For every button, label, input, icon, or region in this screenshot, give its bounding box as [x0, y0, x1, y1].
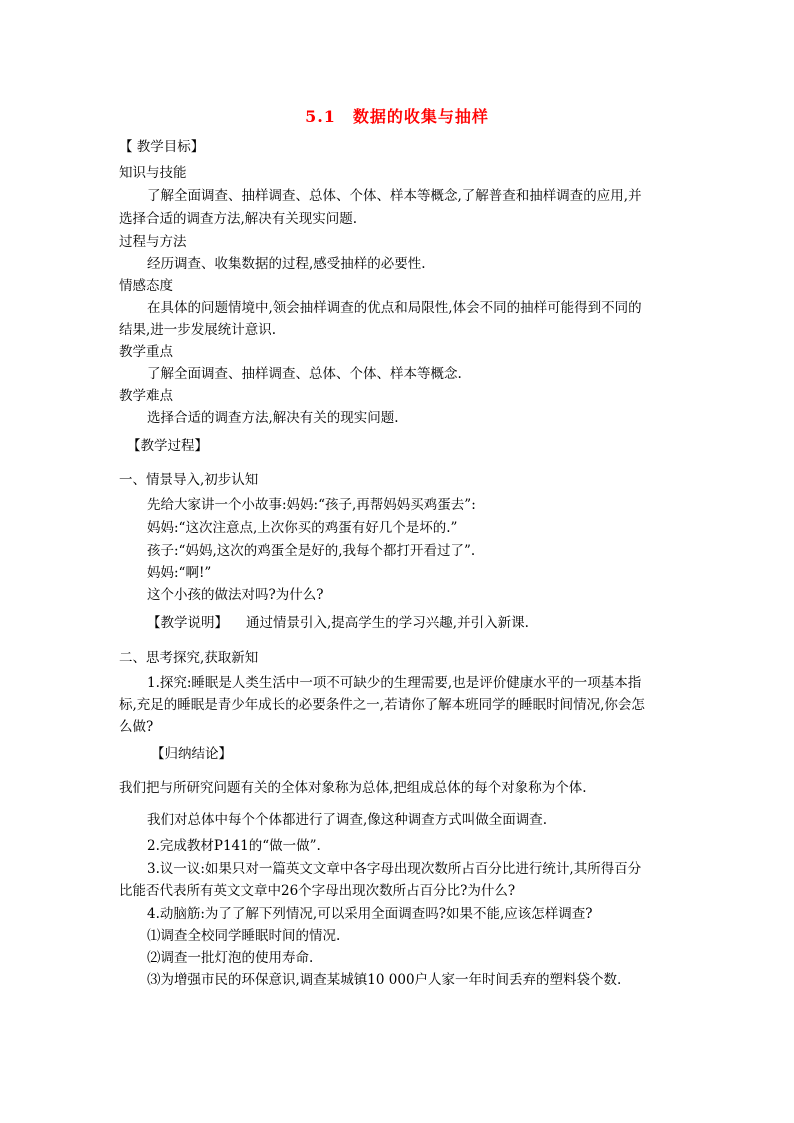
conclusion-line2: 我们对总体中每个个体都进行了调查,像这种调查方式叫做全面调查.: [147, 812, 548, 828]
page-title: 5.1 数据的收集与抽样: [305, 107, 489, 126]
subitem2: ⑵调查一批灯泡的使用寿命.: [147, 950, 314, 966]
story-line3: 孩子:“妈妈,这次的鸡蛋全是好的,我每个都打开看过了”.: [147, 543, 476, 559]
explore-line2: 标,充足的睡眠是青少年成长的必要条件之一,若请你了解本班同学的睡眠时间情况,你会怎: [119, 697, 645, 713]
conclusion-line1: 我们把与所研究问题有关的全体对象称为总体,把组成总体的每个对象称为个体.: [119, 780, 587, 796]
explore-line3: 么做?: [119, 719, 154, 735]
knowledge-heading: 知识与技能: [119, 165, 187, 181]
story-line4: 妈妈:“啊!”: [147, 565, 212, 581]
difficulty-text: 选择合适的调查方法,解决有关的现实问题.: [147, 410, 399, 426]
story-line1: 先给大家讲一个小故事:妈妈:“孩子,再帮妈妈买鸡蛋去”:: [147, 497, 476, 513]
process-method-text: 经历调查、收集数据的过程,感受抽样的必要性.: [147, 256, 426, 272]
key-point-text: 了解全面调查、抽样调查、总体、个体、样本等概念.: [147, 366, 462, 382]
teaching-process-heading: 【教学过程】: [127, 438, 208, 454]
subitem3: ⑶为增强市民的环保意识,调查某城镇10 000户人家一年时间丢弃的塑料袋个数.: [147, 972, 622, 988]
knowledge-text-line1: 了解全面调查、抽样调查、总体、个体、样本等概念,了解普查和抽样调查的应用,并: [147, 188, 642, 204]
knowledge-text-line2: 选择合适的调查方法,解决有关现实问题.: [119, 211, 358, 227]
teaching-note-label: 【教学说明】: [147, 615, 228, 631]
item3-line1: 3.议一议:如果只对一篇英文文章中各字母出现次数所占百分比进行统计,其所得百分: [147, 861, 642, 877]
emotion-text-line1: 在具体的问题情境中,领会抽样调查的优点和局限性,体会不同的抽样可能得到不同的: [147, 300, 642, 316]
teaching-note-text: 通过情景引入,提高学生的学习兴趣,并引入新课.: [246, 615, 529, 631]
subitem1: ⑴调查全校同学睡眠时间的情况.: [147, 928, 341, 944]
key-point-heading: 教学重点: [119, 344, 173, 360]
item4-text: 4.动脑筋:为了了解下列情况,可以采用全面调查吗?如果不能,应该怎样调查?: [147, 906, 593, 922]
item3-line2: 比能否代表所有英文文章中26个字母出现次数所占百分比?为什么?: [119, 883, 516, 899]
difficulty-heading: 教学难点: [119, 388, 173, 404]
objectives-heading: 【 教学目标】: [119, 139, 205, 155]
explore-line1: 1.探究:睡眠是人类生活中一项不可缺少的生理需要,也是评价健康水平的一项基本指: [147, 675, 642, 691]
item2-text: 2.完成教材P141的“做一做”.: [147, 838, 321, 854]
section1-heading: 一、情景导入,初步认知: [119, 472, 259, 488]
section2-heading: 二、思考探究,获取新知: [119, 650, 259, 666]
story-line2: 妈妈:“这次注意点,上次你买的鸡蛋有好几个是坏的.”: [147, 520, 458, 536]
emotion-text-line2: 结果,进一步发展统计意识.: [119, 322, 277, 338]
conclusion-heading: 【归纳结论】: [151, 746, 232, 762]
emotion-heading: 情感态度: [119, 278, 173, 294]
story-line5: 这个小孩的做法对吗?为什么?: [147, 587, 324, 603]
process-method-heading: 过程与方法: [119, 234, 187, 250]
